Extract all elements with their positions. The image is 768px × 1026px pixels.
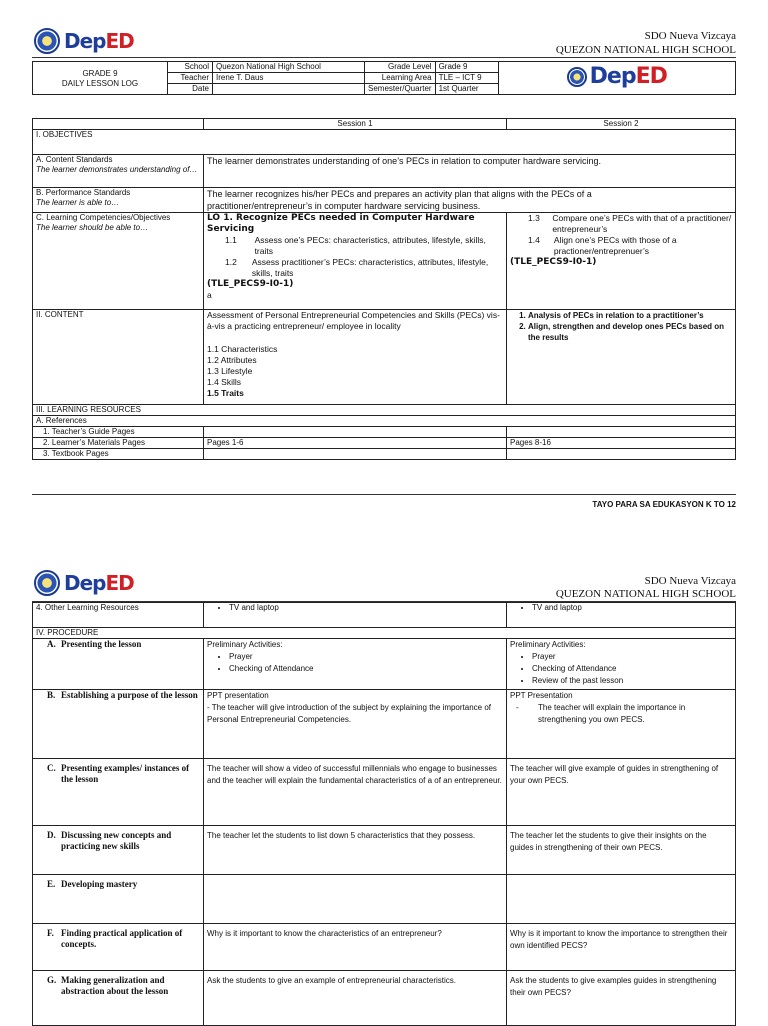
procedure-label-text: Discussing new concepts and practicing new skills bbox=[61, 830, 172, 851]
content-session2-item-1: 1. Analysis of PECs in relation to a practitioner’s bbox=[528, 310, 732, 321]
procedure-d-s2: The teacher let the students to give their insights on the guides in strengthening of their own PECS. bbox=[507, 826, 736, 875]
procedure-a-s1-item: • Checking of Attendance bbox=[229, 663, 503, 675]
school-banner: QUEZON NATIONAL HIGH SCHOOL bbox=[555, 44, 736, 56]
other-resources-label: 4. Other Learning Resources bbox=[33, 603, 204, 628]
procedure-label-c bbox=[33, 759, 204, 826]
learning-area-label: Learning Area bbox=[365, 73, 436, 84]
procedure-a-s2-item: • Checking of Attendance bbox=[532, 663, 732, 675]
school-label: School bbox=[168, 62, 213, 73]
procedure-b-s1 bbox=[204, 690, 507, 759]
competencies-session2 bbox=[507, 213, 736, 310]
other-resources-s2-item: • TV and laptop bbox=[532, 603, 732, 613]
content-item: 1.3 Lifestyle bbox=[207, 366, 253, 376]
content-standards-sub: The learner demonstrates understanding of… bbox=[36, 165, 198, 174]
procedure-label-d bbox=[33, 826, 204, 875]
teacher-value: Irene T. Daus bbox=[213, 73, 365, 84]
procedure-label-text: Developing mastery bbox=[61, 879, 138, 889]
procedure-letter: G. bbox=[47, 975, 57, 985]
procedure-label-text: Establishing a purpose of the lesson bbox=[61, 690, 198, 700]
procedure-c-s2: The teacher will give example of guides in strengthening of your own PECS. bbox=[507, 759, 736, 826]
competency-1-3 bbox=[510, 213, 732, 235]
competency-1-2-num: 1.2 bbox=[225, 257, 237, 267]
learners-materials-s1: Pages 1-6 bbox=[204, 438, 507, 449]
procedure-a-s2 bbox=[507, 639, 736, 690]
date-label: Date bbox=[168, 84, 213, 95]
content-item: 1.1 Characteristics bbox=[207, 344, 278, 354]
procedure-b-s1-head: PPT presentation bbox=[207, 691, 269, 700]
content-item: 1.2 Attributes bbox=[207, 355, 257, 365]
learning-resources-heading: III. LEARNING RESOURCES bbox=[33, 405, 736, 416]
competency-1-1-text: Assess one’s PECs: characteristics, attributes, lifestyle, skills, traits bbox=[254, 235, 486, 256]
procedure-b-s2: PPT Presentation - The teacher will explain the importance in strengthening you own PECS. bbox=[507, 690, 736, 759]
content-label: II. CONTENT bbox=[33, 310, 204, 405]
semester-label: Semester/Quarter bbox=[365, 84, 436, 95]
teachers-guide-s1 bbox=[204, 427, 507, 438]
content-session1 bbox=[204, 310, 507, 405]
grade-level-label: Grade Level bbox=[365, 62, 436, 73]
procedure-d-s1: The teacher let the students to list down 5 characteristics that they possess. bbox=[204, 826, 507, 875]
procedure-a-s1-head: Preliminary Activities: bbox=[207, 640, 283, 649]
teacher-label: Teacher bbox=[168, 73, 213, 84]
competency-1-3-text: Compare one’s PECs with that of a practitioner/ entrepreneur’s bbox=[552, 213, 732, 234]
content-item: 1.5 Traits bbox=[207, 388, 244, 398]
semester-value: 1st Quarter bbox=[435, 84, 498, 95]
procedure-b-s2-head: PPT Presentation bbox=[510, 691, 573, 700]
procedure-e-s1 bbox=[204, 875, 507, 924]
session2-header: Session 2 bbox=[507, 119, 736, 130]
content-session2 bbox=[507, 310, 736, 405]
references-label: A. References bbox=[33, 416, 736, 427]
competency-1-4-text: Align one’s PECs with those of a practioner/entreprenuer’s bbox=[553, 235, 677, 256]
learning-area-value: TLE – ICT 9 bbox=[435, 73, 498, 84]
learners-materials-label: 2. Learner’s Materials Pages bbox=[33, 438, 204, 449]
procedure-g-s1: Ask the students to give an example of entrepreneurial characteristics. bbox=[204, 971, 507, 1026]
procedure-heading: IV. PROCEDURE bbox=[33, 628, 736, 639]
content-session1-text: Assessment of Personal Entrepreneurial Competencies and Skills (PECs) vis-à-vis a practicing entrepreneur/ employee in locality bbox=[207, 310, 500, 331]
procedure-b-s2-text: The teacher will explain the importance in strengthening you own PECS. bbox=[538, 703, 686, 724]
performance-standards-label: B. Performance Standards bbox=[36, 188, 131, 197]
content-standards-text: The learner demonstrates understanding of one’s PECs in relation to computer hardware servicing. bbox=[204, 155, 736, 188]
procedure-label-text: Presenting examples/ instances of the lesson bbox=[61, 763, 190, 784]
other-resources-s2 bbox=[507, 603, 736, 628]
textbook-s1 bbox=[204, 449, 507, 460]
deped-wordmark-large: DepED bbox=[589, 63, 667, 89]
competency-code-session2: (TLE_PECS9-I0-1) bbox=[510, 257, 597, 267]
textbook-s2 bbox=[507, 449, 736, 460]
competency-1-4 bbox=[510, 235, 732, 257]
other-resources-s1-item: • TV and laptop bbox=[229, 603, 503, 613]
performance-standards-sub: The learner is able to… bbox=[36, 198, 120, 207]
competency-1-3-num: 1.3 bbox=[528, 213, 540, 223]
procedure-a-s2-item: • Review of the past lesson bbox=[532, 675, 732, 687]
procedure-letter: F. bbox=[47, 928, 54, 938]
procedure-label-text: Presenting the lesson bbox=[61, 639, 142, 649]
competencies-label: C. Learning Competencies/Objectives bbox=[36, 213, 171, 222]
procedure-label-e bbox=[33, 875, 204, 924]
learners-materials-s2: Pages 8-16 bbox=[507, 438, 736, 449]
content-standards-label-cell bbox=[33, 155, 204, 188]
competencies-sub: The learner should be able to… bbox=[36, 223, 149, 232]
grade-title: GRADE 9 bbox=[82, 69, 118, 78]
performance-standards-label-cell bbox=[33, 188, 204, 213]
procedure-a-s2-head: Preliminary Activities: bbox=[510, 640, 586, 649]
footer-text: TAYO PARA SA EDUKASYON K TO 12 bbox=[592, 500, 736, 509]
competencies-label-cell bbox=[33, 213, 204, 310]
deped-seal-small-icon bbox=[567, 67, 587, 87]
content-item: 1.4 Skills bbox=[207, 377, 242, 387]
deped-seal-icon bbox=[34, 570, 60, 596]
school-value: Quezon National High School bbox=[213, 62, 365, 73]
deped-wordmark: DepED bbox=[64, 29, 134, 53]
competency-1-2 bbox=[207, 257, 503, 279]
procedure-f-s1: Why is it important to know the characteristics of an entrepreneur? bbox=[204, 924, 507, 971]
competencies-session1 bbox=[204, 213, 507, 310]
procedure-a-s1-item: • Prayer bbox=[229, 651, 503, 663]
school-banner-page2: QUEZON NATIONAL HIGH SCHOOL bbox=[555, 588, 736, 600]
sdo-label-page2: SDO Nueva Vizcaya bbox=[644, 575, 736, 587]
textbook-label: 3. Textbook Pages bbox=[33, 449, 204, 460]
procedure-label-f bbox=[33, 924, 204, 971]
teachers-guide-label: 1. Teacher’s Guide Pages bbox=[33, 427, 204, 438]
page-gap bbox=[0, 530, 768, 562]
deped-logo-top-page2 bbox=[34, 570, 134, 596]
deped-logo-box bbox=[567, 63, 667, 89]
competency-1-2-text: Assess practitioner’s PECs: characteristics, attributes, lifestyle, skills, traits bbox=[251, 257, 489, 278]
date-value bbox=[213, 84, 365, 95]
header-divider bbox=[32, 57, 736, 58]
procedure-letter: A. bbox=[47, 639, 56, 649]
grade-level-value: Grade 9 bbox=[435, 62, 498, 73]
footer-divider bbox=[32, 494, 736, 495]
procedure-letter: E. bbox=[47, 879, 56, 889]
procedure-b-s1-text: - The teacher will give introduction of the subject by explaining the importance of Personal Entrepreneurial Competencies. bbox=[207, 703, 492, 724]
competency-1-4-num: 1.4 bbox=[528, 235, 540, 245]
content-session2-item-2: 2. Align, strengthen and develop ones PECs based on the results bbox=[528, 321, 732, 343]
lo-title: LO 1. Recognize PECs needed in Computer Hardware Servicing bbox=[207, 213, 475, 234]
objectives-heading: I. OBJECTIVES bbox=[33, 130, 736, 155]
content-standards-label: A. Content Standards bbox=[36, 155, 113, 164]
procedure-f-s2: Why is it important to know the importance to strengthen their own identified PECS? bbox=[507, 924, 736, 971]
competency-1-1-num: 1.1 bbox=[225, 235, 237, 245]
procedure-a-s2-item: • Prayer bbox=[532, 651, 732, 663]
competency-code-extra: a bbox=[207, 290, 212, 300]
log-title: DAILY LESSON LOG bbox=[61, 79, 139, 88]
teachers-guide-s2 bbox=[507, 427, 736, 438]
other-resources-s1 bbox=[204, 603, 507, 628]
competency-code-session1: (TLE_PECS9-I0-1) bbox=[207, 279, 294, 289]
procedure-label-text: Making generalization and abstraction about the lesson bbox=[61, 975, 169, 996]
procedure-letter: C. bbox=[47, 763, 56, 773]
procedure-label-a bbox=[33, 639, 204, 690]
deped-seal-icon bbox=[34, 28, 60, 54]
sdo-label: SDO Nueva Vizcaya bbox=[644, 30, 736, 42]
deped-wordmark: DepED bbox=[64, 571, 134, 595]
title-cell bbox=[33, 62, 168, 95]
procedure-letter: D. bbox=[47, 830, 56, 840]
performance-standards-text: The learner recognizes his/her PECs and prepares an activity plan that aligns with the PECs of a practitioner/entrepreneur’s in computer hardware servicing business. bbox=[204, 188, 736, 213]
procedure-label-g bbox=[33, 971, 204, 1026]
competency-1-1 bbox=[207, 235, 503, 257]
procedure-a-s1 bbox=[204, 639, 507, 690]
procedure-label-b bbox=[33, 690, 204, 759]
lesson-table-page2 bbox=[32, 602, 736, 1026]
logo-cell bbox=[498, 62, 735, 95]
deped-logo-top bbox=[34, 28, 134, 54]
session1-header: Session 1 bbox=[204, 119, 507, 130]
procedure-c-s1: The teacher will show a video of successful millennials who engage to businesses and the teacher will explain the fundamental characteristics of a of an entrepreneur. bbox=[204, 759, 507, 826]
procedure-e-s2 bbox=[507, 875, 736, 924]
procedure-letter: B. bbox=[47, 690, 56, 700]
procedure-g-s2: Ask the students to give examples guides in strengthening their own PECS? bbox=[507, 971, 736, 1026]
procedure-label-text: Finding practical application of concepts. bbox=[61, 928, 183, 949]
info-table bbox=[32, 61, 736, 95]
lesson-table-page1 bbox=[32, 118, 736, 460]
